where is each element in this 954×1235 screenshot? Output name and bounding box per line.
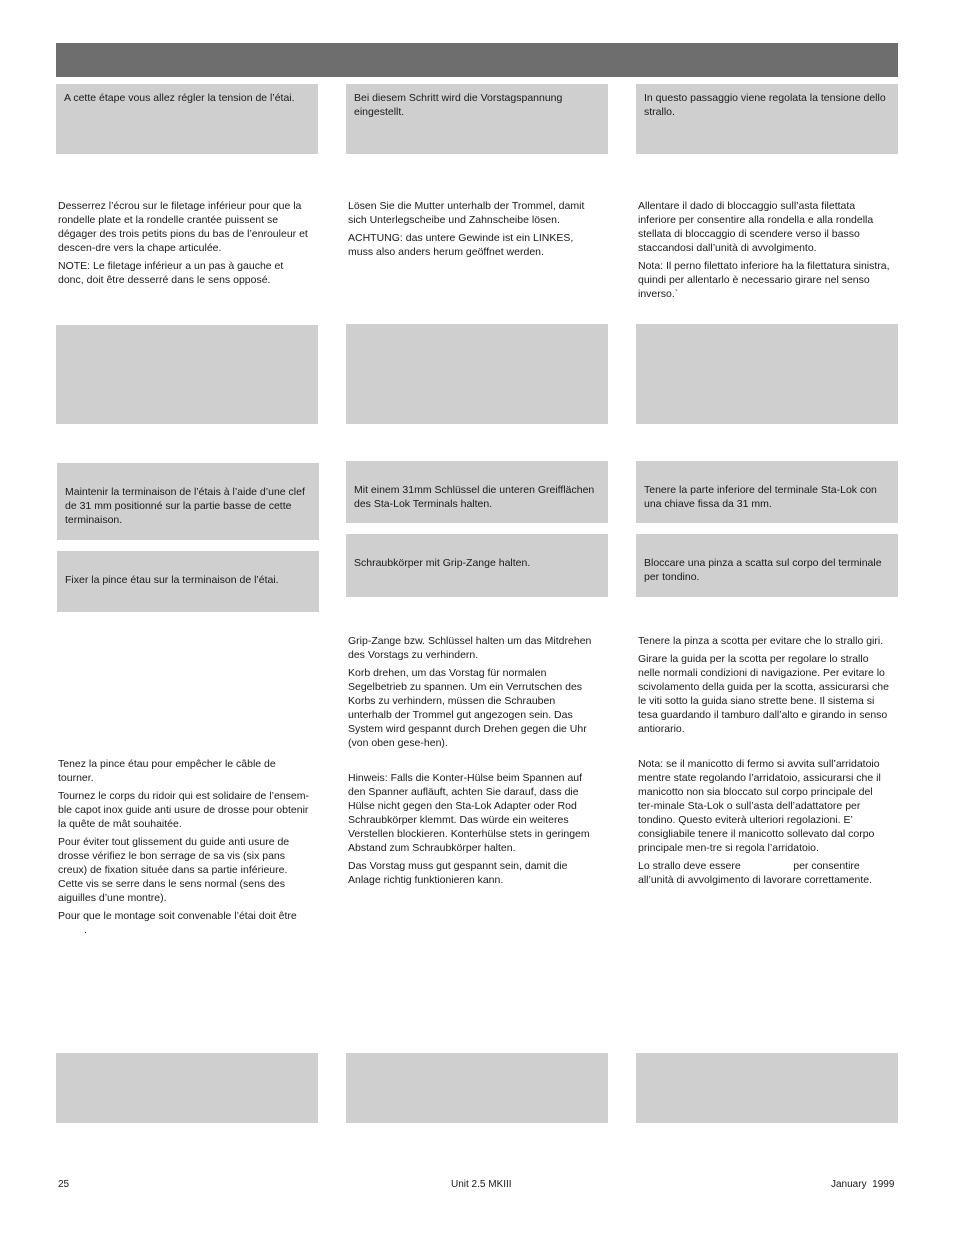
wrench-box-it: [636, 461, 898, 523]
intro-text-de: Bei diesem Schritt wird die Vorstagspannung eingestellt.: [354, 92, 563, 118]
grip-box-fr: [57, 551, 319, 612]
step3-text-de: Hinweis: Falls die Konter-Hülse beim Spannen auf den Spanner aufläuft, achten Sie darauf, dass die Hülse nicht gegen den Sta-Lok Adapter oder Rod Schraubkörper klemmt. Das würde ein weiteres Verstellen blockieren. Konterhülse stets in geringem Abstand zum Schraubkörper halten. Das Vorstag muss gut gespannt sein, damit die Anlage richtig funktionieren kann.: [348, 772, 590, 886]
step1-text-de: Lösen Sie die Mutter unterhalb der Trommel, damit sich Unterlegscheibe und Zahnscheibe lösen. ACHTUNG: das untere Gewinde ist ein LINKES, muss also anders herum geöffnet werden.: [348, 200, 585, 258]
header-bar: [56, 43, 898, 77]
wrench-text-fr: Maintenir la terminaison de l’étais à l’aide d’une clef de 31 mm positionné sur la partie basse de cette terminaison.: [65, 486, 305, 526]
step1-text-fr: Desserrez l’écrou sur le filetage inférieur pour que la rondelle plate et la rondelle crantée puissent se dégager des trois petits pions du bas de l’enrouleur et descen-dre vers la chape articulée. NOTE: Le filetage inférieur a un pas à gauche et donc, doit être desserré dans le sens opposé.: [58, 200, 308, 286]
intro-text-fr: A cette étape vous allez régler la tension de l’étai.: [64, 92, 295, 104]
step2-text-it: Tenere la pinza a scotta per evitare che lo strallo giri. Girare la guida per la scotta per regolare lo strallo nelle normali condizioni di navigazione. Per evitare lo scivolamento della guida per la scotta, assicurarsi che le viti sotto la guida siano strette bene. Il sistema si tesa guardando il tamburo dall’alto e girando in senso antiorario.: [638, 635, 889, 735]
grip-text-de: Schraubkörper mit Grip-Zange halten.: [354, 557, 531, 569]
grip-text-it: Bloccare una pinza a scatta sul corpo del terminale per tondino.: [644, 557, 882, 583]
footer-date: January 1999: [831, 1179, 895, 1190]
grip-box-de: [346, 534, 608, 597]
step3-text-it: Nota: se il manicotto di fermo si avvita sull’arridatoio mentre state regolando l’arridatoio, assicurarsi che il manicotto non sia bloccato sul corpo principale del ter-minale Sta-Lok o sull’asta dell’adattatore per tondino. Questo eviterà ulteriori regolazioni. E’ consigliabile tenere il manicotto sollevato dal corpo principale men-tre si regola l’arridatoio. Lo strallo deve essere per consentire all’unità di avvolgimento di lavorare correttamente.: [638, 758, 881, 886]
page-number: 25: [58, 1179, 70, 1190]
grip-box-it: [636, 534, 898, 597]
image-placeholder-fr-1: [56, 325, 318, 424]
grip-text-fr: Fixer la pince étau sur la terminaison de l’étai.: [65, 574, 279, 586]
step2-text-de: Grip-Zange bzw. Schlüssel halten um das Mitdrehen des Vorstags zu verhindern. Korb drehen, um das Vorstag für normalen Segelbetrieb zu spannen. Um ein Verrutschen des Korbs zu verhindern, müssen die Schrauben unterhalb der Trommel gut angezogen sein. Das System wird gespannt durch Drehen gegen die Uhr (von oben gese-hen).: [348, 635, 592, 749]
wrench-text-de: Mit einem 31mm Schlüssel die unteren Greifflächen des Sta-Lok Terminals halten.: [354, 484, 595, 510]
footer-title: Unit 2.5 MKIII: [451, 1179, 512, 1190]
image-placeholder-fr-2: [56, 1053, 318, 1123]
image-placeholder-de-2: [346, 1053, 608, 1123]
step2-text-fr: Tenez la pince étau pour empêcher le câble de tourner. Tournez le corps du ridoir qui est solidaire de l’ensem-ble capot inox guide anti usure de drosse pour obtenir la quête de mât souhaitée. Pour éviter tout glissement du guide anti usure de drosse vérifiez le bon serrage de sa vis (six pans creux) de fixation située dans sa partie inférieure. Cette vis se serre dans le sens normal (sens des aiguilles d’une montre). Pour que le montage soit convenable l’étai doit être .: [58, 758, 309, 936]
wrench-box-fr: [57, 463, 319, 540]
intro-text-it: In questo passaggio viene regolata la tensione dello strallo.: [644, 92, 886, 118]
image-placeholder-it-1: [636, 324, 898, 424]
step1-text-it: Allentare il dado di bloccaggio sull’asta filettata inferiore per consentire alla rondella e alla rondella stellata di bloccaggio di scendere verso il basso staccandosi dall’unità di avvolgimento. Nota: Il perno filettato inferiore ha la filettatura sinistra, quindi per allentarlo è necessario girare nel senso inverso.`: [638, 200, 890, 300]
intro-box-fr: [56, 84, 318, 154]
intro-box-de: [346, 84, 608, 154]
wrench-box-de: [346, 461, 608, 523]
image-placeholder-de-1: [346, 324, 608, 424]
intro-box-it: [636, 84, 898, 154]
wrench-text-it: Tenere la parte inferiore del terminale Sta-Lok con una chiave fissa da 31 mm.: [644, 484, 877, 510]
image-placeholder-it-2: [636, 1053, 898, 1123]
